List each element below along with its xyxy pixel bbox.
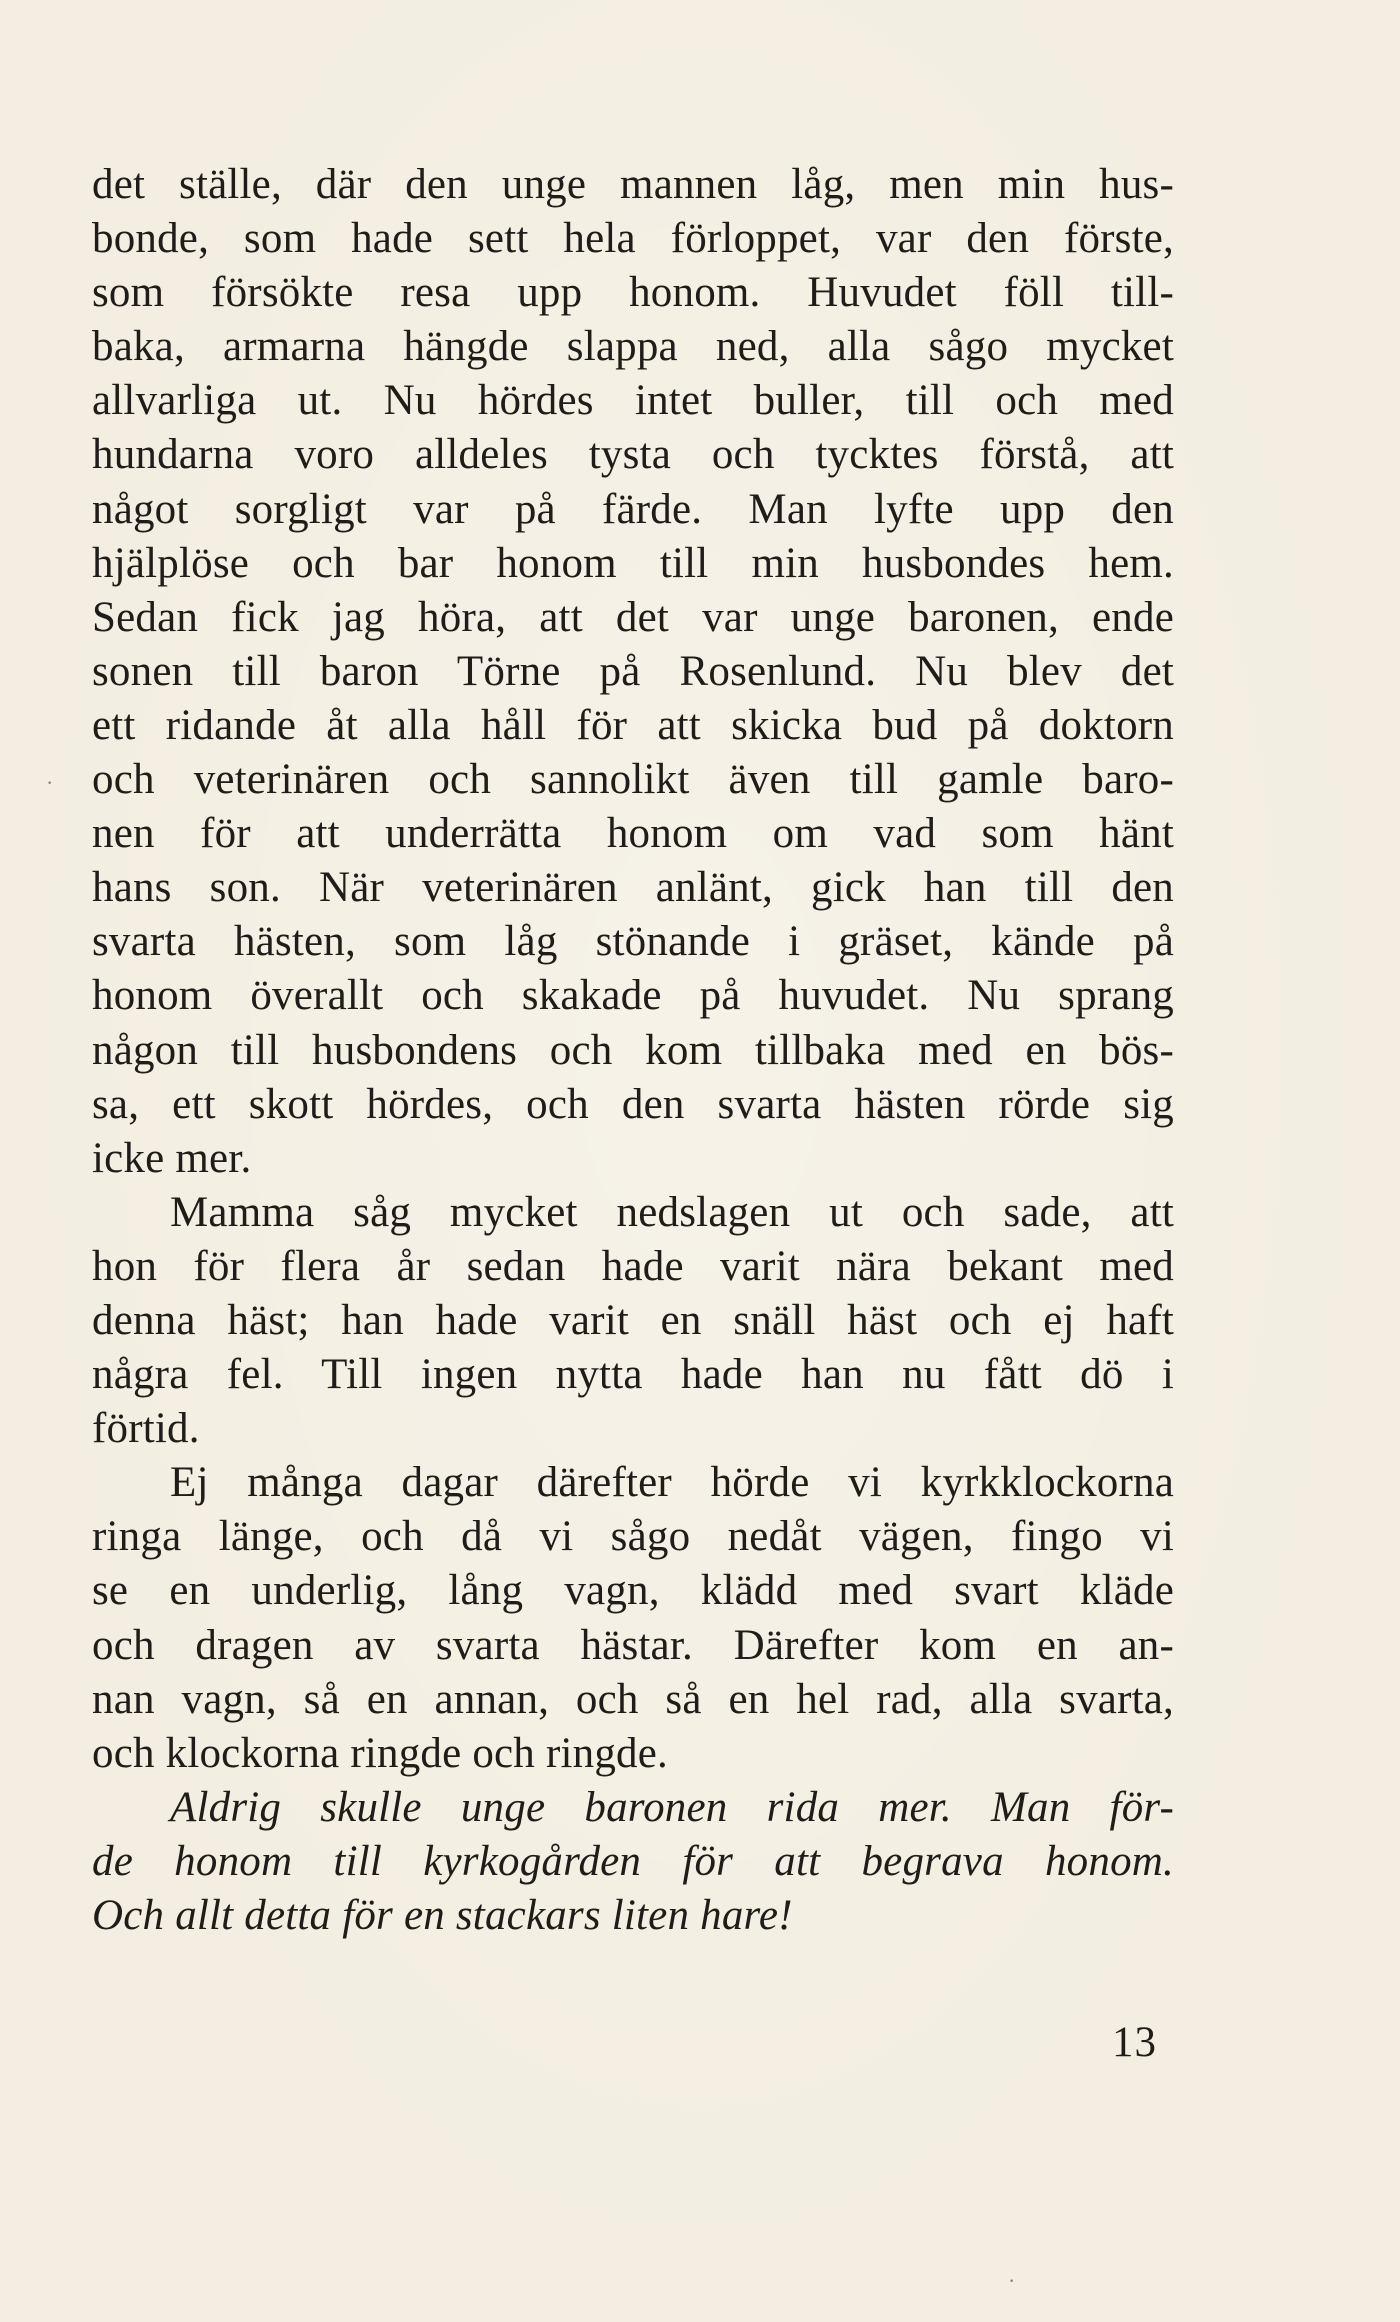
text-line: och veterinären och sannolikt även till gamle baro- — [92, 756, 1174, 804]
text-line: nen för att underrätta honom om vad som hänt — [92, 810, 1174, 858]
paragraph-1 — [92, 158, 1174, 1186]
text-line: någon till husbondens och kom tillbaka med en bös- — [92, 1026, 1174, 1074]
text-line: Sedan fick jag höra, att det var unge baronen, ende — [92, 593, 1174, 641]
text-line: de honom till kyrkogården för att begrava honom. — [92, 1837, 1174, 1885]
text-line: bonde, som hade sett hela förloppet, var den förste, — [92, 215, 1174, 263]
text-line: Aldrig skulle unge baronen rida mer. Man för- — [170, 1783, 1174, 1831]
text-line: baka, armarna hängde slappa ned, alla sågo mycket — [92, 323, 1174, 371]
text-line: icke mer. — [92, 1134, 252, 1182]
text-line: förtid. — [92, 1405, 200, 1453]
text-line: och dragen av svarta hästar. Därefter kom en an- — [92, 1621, 1174, 1669]
text-line: honom överallt och skakade på huvudet. Nu sprang — [92, 972, 1174, 1020]
text-line: Mamma såg mycket nedslagen ut och sade, att — [170, 1188, 1174, 1236]
text-line: Ej många dagar därefter hörde vi kyrkklockorna — [170, 1459, 1174, 1507]
paragraph-3 — [92, 1456, 1174, 1781]
text-line: hon för flera år sedan hade varit nära bekant med — [92, 1242, 1174, 1290]
body-text — [92, 158, 1174, 1943]
page-number: 13 — [1112, 2019, 1157, 2066]
text-line: hjälplöse och bar honom till min husbondes hem. — [92, 539, 1174, 587]
paragraph-2 — [92, 1186, 1174, 1456]
text-line: några fel. Till ingen nytta hade han nu fått dö i — [92, 1351, 1174, 1399]
text-line: något sorgligt var på färde. Man lyfte upp den — [92, 485, 1174, 533]
text-line: nan vagn, så en annan, och så en hel rad, alla svarta, — [92, 1675, 1174, 1723]
text-line: hans son. När veterinären anlänt, gick han till den — [92, 864, 1174, 912]
text-line: svarta hästen, som låg stönande i gräset, kände på — [92, 918, 1174, 966]
text-line: ringa länge, och då vi sågo nedåt vägen, fingo vi — [92, 1513, 1174, 1561]
text-line: sonen till baron Törne på Rosenlund. Nu blev det — [92, 647, 1174, 695]
text-line: allvarliga ut. Nu hördes intet buller, till och med — [92, 377, 1174, 425]
text-line: se en underlig, lång vagn, klädd med svart kläde — [92, 1567, 1174, 1615]
text-line: ett ridande åt alla håll för att skicka bud på doktorn — [92, 701, 1174, 749]
text-line: hundarna voro alldeles tysta och tycktes förstå, att — [92, 431, 1174, 479]
margin-speck: · — [46, 770, 54, 795]
text-line: som försökte resa upp honom. Huvudet föll till- — [92, 269, 1174, 317]
text-line: sa, ett skott hördes, och den svarta hästen rörde sig — [92, 1080, 1174, 1128]
text-line: det ställe, där den unge mannen låg, men min hus- — [92, 161, 1174, 208]
text-line: denna häst; han hade varit en snäll häst och ej haft — [92, 1296, 1174, 1344]
text-line: Och allt detta för en stackars liten hare! — [92, 1892, 793, 1939]
paragraph-4-italic — [92, 1781, 1174, 1943]
margin-speck: · — [1008, 2268, 1016, 2293]
text-line: och klockorna ringde och ringde. — [92, 1729, 668, 1777]
